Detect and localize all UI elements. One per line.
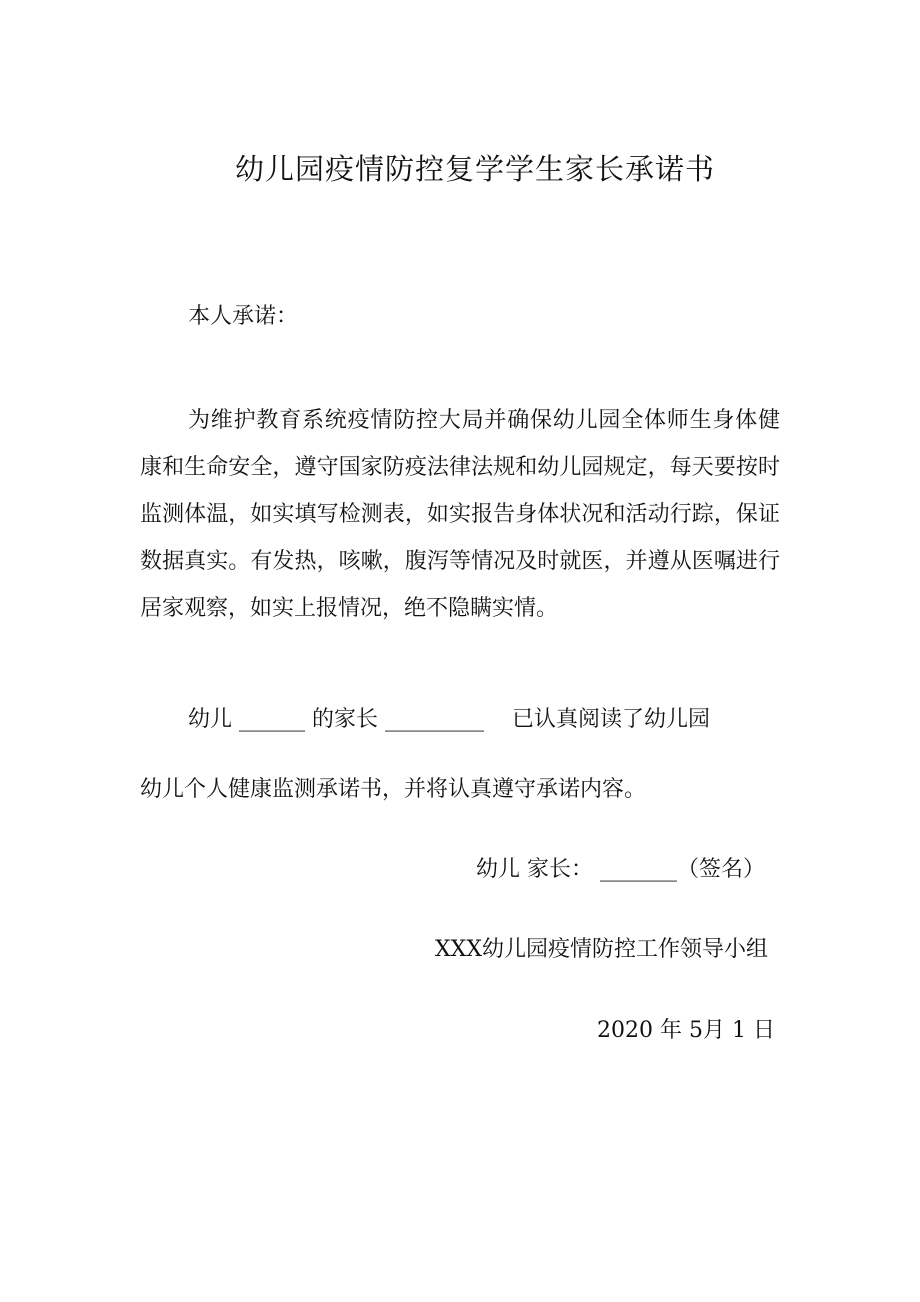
organization-name: XXX幼儿园疫情防控工作领导小组 [435,937,768,962]
document-title: 幼儿园疫情防控复学学生家长承诺书 [234,152,715,186]
declaration-line-2: 幼儿个人健康监测承诺书，并将认真遵守承诺内容。 [140,777,647,802]
document-date: 2020 年 5月 1 日 [597,1018,775,1043]
signature-line: 幼儿 家长： _______（签名） [476,857,765,882]
declaration-line-1: 幼儿 ______ 的家长 _________ 已认真阅读了幼儿园 [188,707,710,732]
commitment-body: 为维护教育系统疫情防控大局并确保幼儿园全体师生身体健康和生命安全，遵守国家防疫法律法规和幼儿园规定，每天要按时监测体温，如实填写检测表，如实报告身体状况和活动行踪，保证数据真实。有发热，咳嗽，腹泻等情况及时就医，并遵从医嘱进行居家观察，如实上报情况，绝不隐瞒实情。 [140,408,780,621]
intro-line: 本人承诺： [188,304,299,329]
